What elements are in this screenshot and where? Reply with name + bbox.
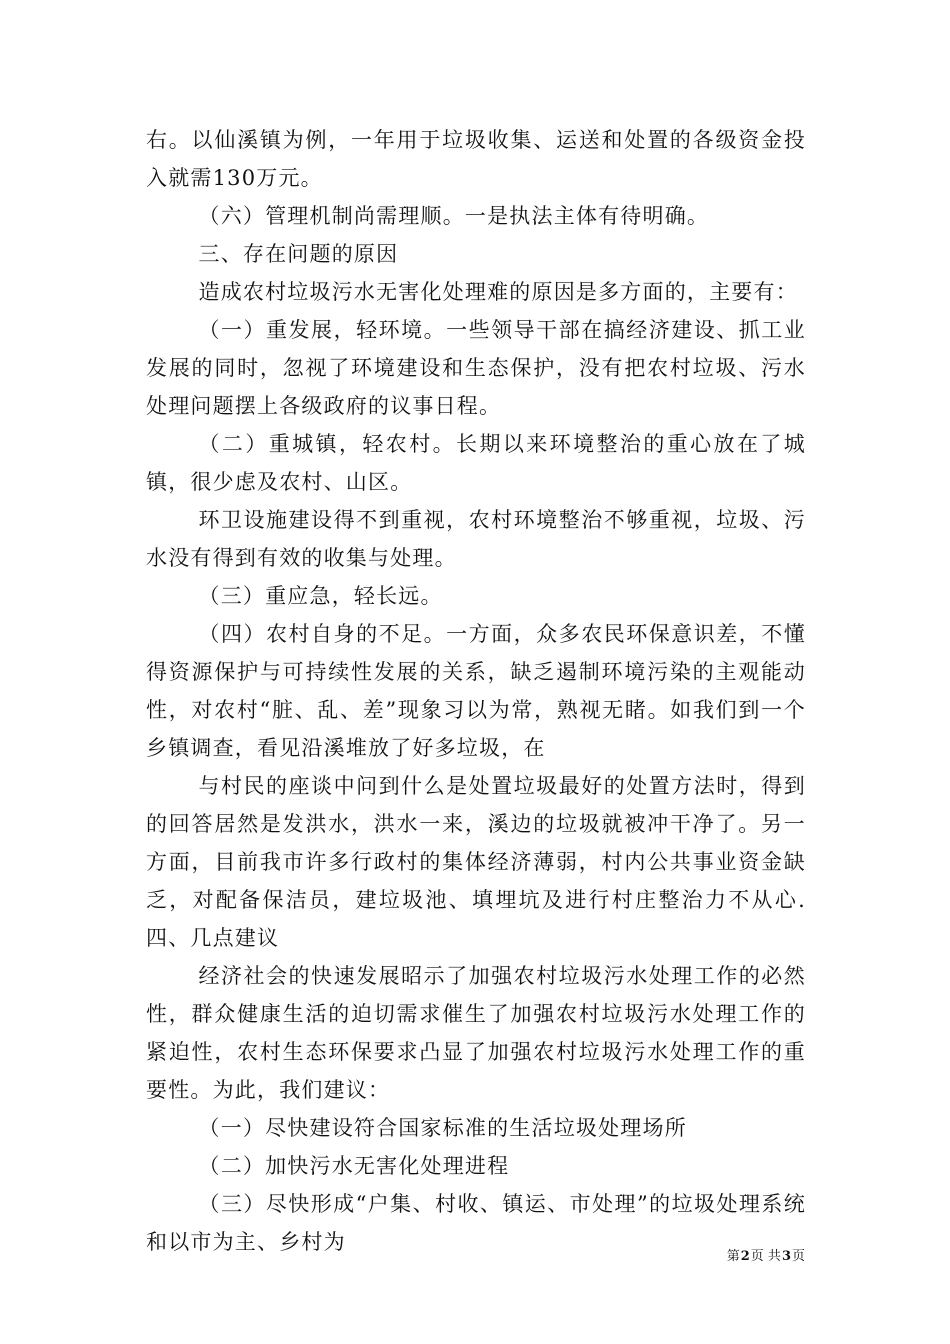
paragraph-management-mechanism: （六）管理机制尚需理顺。一是执法主体有待明确。 (198, 204, 710, 228)
section-heading-causes: 三、存在问题的原因 (198, 242, 399, 266)
current-page-number: 2 (740, 1249, 750, 1264)
page-number-footer (727, 1245, 805, 1264)
paragraph-suggestion-2: （二）加快污水无害化处理进程 (198, 1154, 510, 1178)
paragraph-suggestion-1: （一）尽快建设符合国家标准的生活垃圾处理场所 (198, 1116, 687, 1140)
paragraph-sanitation: 环卫设施建设得不到重视，农村环境整治不够重视，垃圾、污水没有得到有效的收集与处理。 (146, 508, 806, 570)
paragraph-cause-3: （三）重应急，轻长远。 (198, 584, 443, 608)
paragraph-funding-example: 右。以仙溪镇为例，一年用于垃圾收集、运送和处置的各级资金投入就需130万元。 (146, 128, 806, 190)
paragraph-causes-intro: 造成农村垃圾污水无害化处理难的原因是多方面的，主要有： (198, 280, 798, 304)
footer-prefix: 第 (726, 1249, 740, 1264)
paragraph-cause-1: （一）重发展，轻环境。一些领导干部在搞经济建设、抓工业发展的同时，忽视了环境建设和生态保护，没有把农村垃圾、污水处理问题摆上各级政府的议事日程。 (146, 318, 806, 418)
paragraph-suggestion-3: （三）尽快形成“户集、村收、镇运、市处理”的垃圾处理系统和以市为主、乡村为 (146, 1192, 806, 1254)
paragraph-suggestions-intro: 经济社会的快速发展昭示了加强农村垃圾污水处理工作的必然性，群众健康生活的迫切需求催生了加强农村垃圾污水处理工作的紧迫性，农村生态环保要求凸显了加强农村垃圾污水处理工作的重要性。为此，我们建议： (146, 964, 806, 1102)
total-pages-number: 3 (781, 1249, 791, 1264)
paragraph-cause-4: （四）农村自身的不足。一方面，众多农民环保意识差，不懂得资源保护与可持续性发展的关系，缺乏遏制环境污染的主观能动性，对农村“脏、乱、差”现象习以为常，熟视无睹。如我们到一个乡镇调查，看见沿溪堆放了好多垃圾，在 (146, 622, 806, 760)
document-body (146, 121, 806, 1261)
footer-middle: 页 共 (750, 1249, 781, 1264)
paragraph-cause-2: （二）重城镇，轻农村。长期以来环境整治的重心放在了城镇，很少虑及农村、山区。 (146, 432, 806, 494)
paragraph-villager-discussion: 与村民的座谈中问到什么是处置垃圾最好的处置方法时，得到的回答居然是发洪水，洪水一来，溪边的垃圾就被冲干净了。另一方面，目前我市许多行政村的集体经济薄弱，村内公共事业资金缺乏，对配备保洁员，建垃圾池、填埋坑及进行村庄整治力不从心.四、几点建议 (146, 774, 806, 950)
footer-suffix: 页 (791, 1249, 805, 1264)
